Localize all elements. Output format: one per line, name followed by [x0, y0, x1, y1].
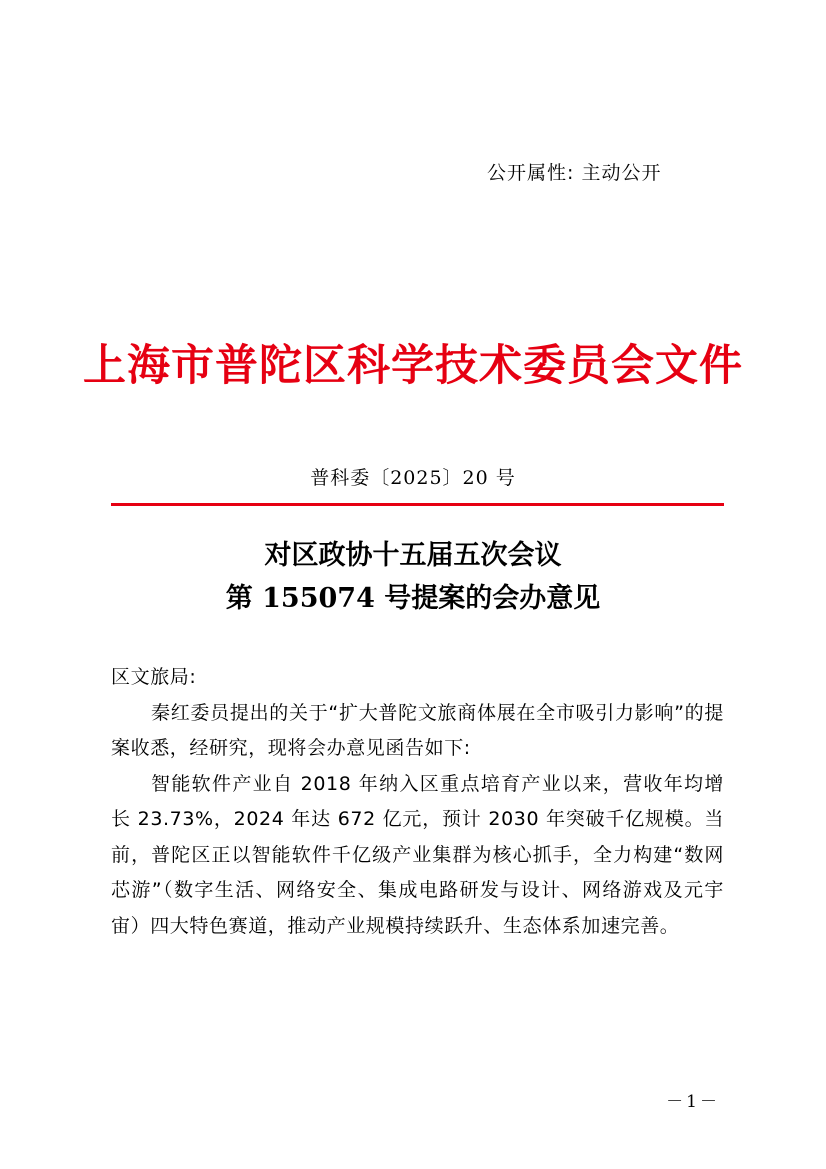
red-divider-line [111, 503, 724, 506]
agency-title: 上海市普陀区科学技术委员会文件 [83, 341, 743, 391]
salutation: 区文旅局: [111, 666, 197, 688]
document-number: 普科委〔2025〕20 号 [310, 467, 516, 489]
body-paragraph-1: 秦红委员提出的关于“扩大普陀文旅商体展在全市吸引力影响”的提案收悉，经研究，现将会办意见函告如下: [111, 701, 724, 759]
body-paragraph-2: 智能软件产业自 2018 年纳入区重点培育产业以来，营收年均增长 23.73%，2024 年达 672 亿元，预计 2030 年突破千亿规模。当前，普陀区正以智能软件千亿级产业集群为核心抓手，全力构建“数网芯游”（数字生活、网络安全、集成电路研发与设计、网络游戏及元宇宙）四大特色赛道，推动产业规模持续跃升、生态体系加速完善。 [111, 772, 724, 937]
document-title-line-1: 对区政协十五届五次会议 [264, 540, 562, 571]
disclosure-attribute: 公开属性: 主动公开 [487, 162, 662, 184]
document-title-line-2: 第 155074 号提案的会办意见 [225, 583, 601, 614]
document-title [0, 534, 826, 620]
document-body [111, 660, 724, 944]
page-number: －1－ [666, 1092, 720, 1112]
